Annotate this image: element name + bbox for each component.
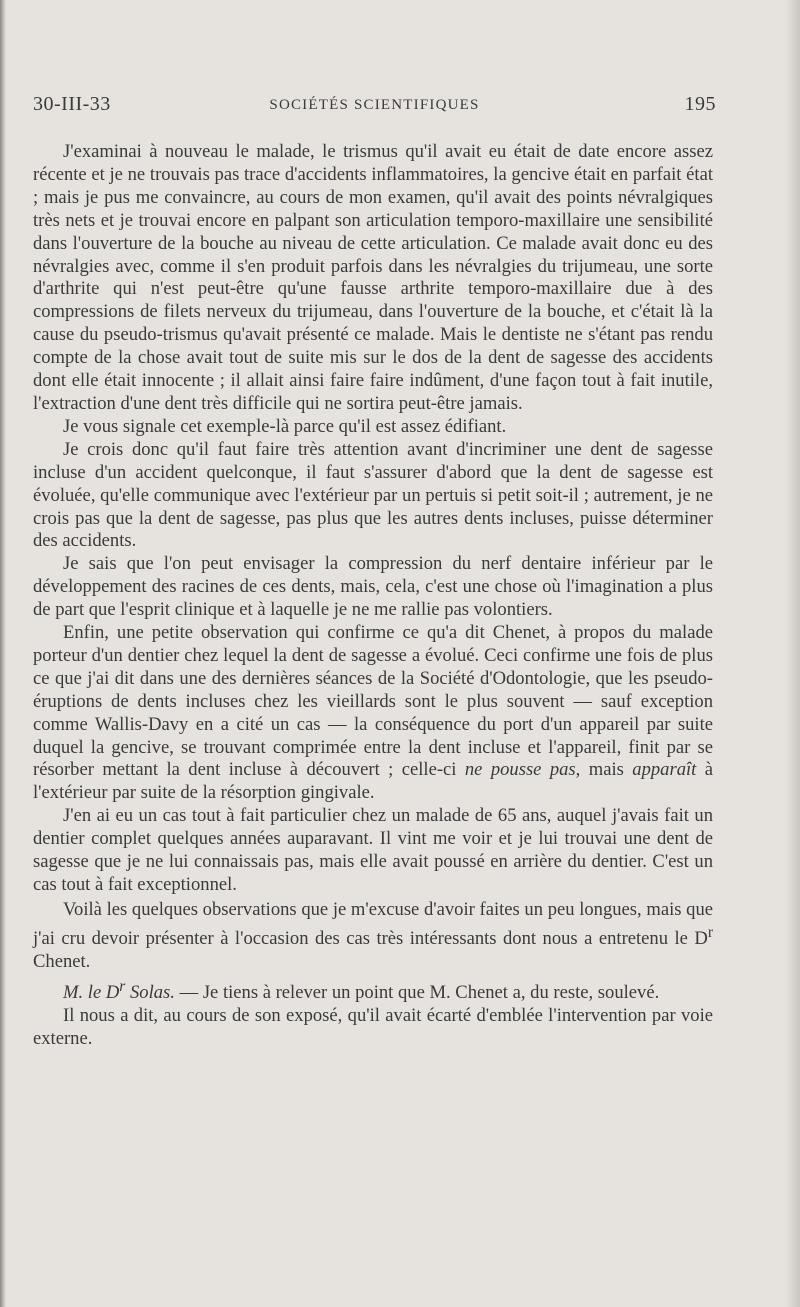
paragraph: J'examinai à nouveau le malade, le trismus qu'il avait eu était de date encore assez récente et je ne trouvais pas trace d'accidents inflammatoires, la gencive était en parfait état ; mais je pus me convaincre, au cours de mon examen, qu'il avait des points névralgiques très nets et je trouvai encore en palpant son articulation temporo-maxillaire une sensibilité dans l'ouverture de la bouche au niveau de cette articulation. Ce malade avait donc eu des névralgies avec, comme il s'en produit parfois dans les névralgies du trijumeau, une sorte d'arthrite qui n'est peut-être qu'une fausse arthrite temporo-maxillaire due à des compressions de filets nerveux du trijumeau, dans l'ouverture de la bouche, et c'était là la cause du pseudo-trismus qu'avait présenté ce malade. Mais le dentiste ne s'étant pas rendu compte de la chose avait tout de suite mis sur le dos de la dent de sagesse des accidents dont elle était innocente ; il allait ainsi faire faire indûment, d'une façon tout à fait inutile, l'extraction d'une dent très difficile qui ne sortira peut-être jamais. <box>33 141 713 414</box>
running-header <box>33 93 716 123</box>
text-run: Voilà les quelques observations que je m'excuse d'avoir faites un peu longues, mais que j'ai cru devoir présenter à l'occasion des cas très intéressants dont nous a entretenu le D <box>33 898 713 949</box>
paragraph: Je crois donc qu'il faut faire très attention avant d'incriminer une dent de sagesse incluse d'un accident quelconque, il faut s'assurer d'abord que la dent de sagesse est évoluée, qu'elle communique avec l'extérieur par un pertuis si petit soit-il ; autrement, je ne crois pas que la dent de sagesse, pas plus que les autres dents incluses, puisse déterminer des accidents. <box>33 438 713 552</box>
paragraph: Il nous a dit, au cours de son exposé, qu'il avait écarté d'emblée l'intervention par voie externe. <box>33 1004 713 1049</box>
superscript: r <box>119 977 126 995</box>
speaker-prefix: M. le D <box>63 982 120 1003</box>
page-number: 195 <box>684 93 716 115</box>
emphasis-text: apparaît <box>632 759 697 781</box>
emphasis-text: ne pousse pas <box>464 759 576 781</box>
text-run: — Je tiens à relever un point que M. Chenet a, du reste, soulevé. <box>174 982 660 1003</box>
page-right-shadow <box>786 0 800 1307</box>
paragraph: J'en ai eu un cas tout à fait particulier chez un malade de 65 ans, auquel j'avais fait un dentier complet quelques années auparavant. Il vint me voir et je lui trouvai une dent de sagesse que je ne lui connaissais pas, mais elle avait poussé en arrière du dentier. C'est un cas tout à fait exceptionnel. <box>33 805 713 895</box>
paragraph-solas <box>33 976 713 1005</box>
text-run: , mais <box>575 759 633 781</box>
paragraph: Je sais que l'on peut envisager la compression du nerf dentaire inférieur par le développement des racines de ces dents, mais, cela, c'est une chose où l'imagination a plus de part que l'esprit clinique et à laquelle je ne me rallie pas volontiers. <box>33 553 713 621</box>
text-run: Enfin, une petite observation qui confirme ce qu'a dit Chenet, à propos du malade porteur d'un dentier chez lequel la dent de sagesse a évolué. Ceci confirme une fois de plus ce que j'ai dit dans une des dernières séances de la Société d'Odontologie, que les pseudo-éruptions de dents incluses chez les vieillards sont le plus souvent — sauf exception comme Wallis-Davy en a cité un cas — la conséquence du port d'un appareil par suite duquel la gencive, se trouvant comprimée entre la dent incluse et l'appareil, finit par se résorber mettant la dent incluse à découvert ; celle-ci <box>33 622 713 781</box>
text-run: Chenet. <box>33 950 91 972</box>
paragraph-enfin <box>33 622 713 805</box>
body-text <box>33 141 713 1051</box>
superscript: r <box>707 923 713 941</box>
page-edge-shadow <box>0 0 6 1307</box>
paragraph-voila <box>33 899 713 974</box>
paragraph: Je vous signale cet exemple-là parce qu'il est assez édifiant. <box>63 415 507 437</box>
header-title: SOCIÉTÉS SCIENTIFIQUES <box>269 97 480 113</box>
speaker-surname: Solas. <box>125 982 175 1003</box>
speaker-name <box>63 977 175 1003</box>
header-date: 30-III-33 <box>33 93 111 115</box>
text-run: à l'extérieur par suite de la résorption gingivale. <box>33 759 713 804</box>
